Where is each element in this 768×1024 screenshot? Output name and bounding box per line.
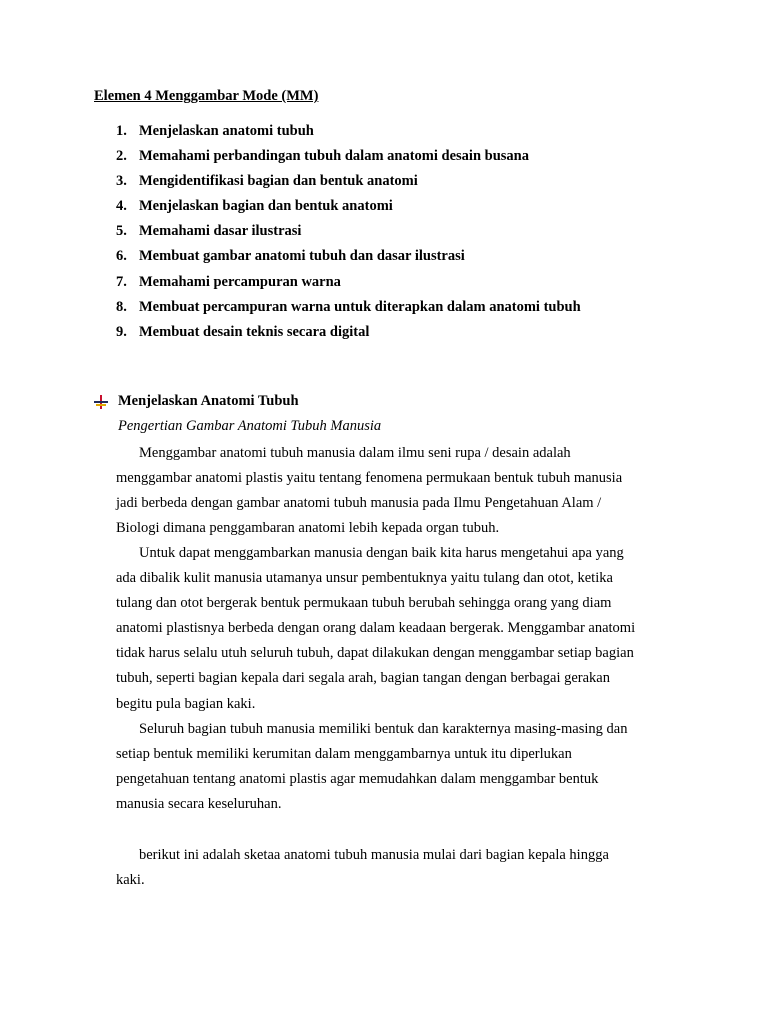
page-heading: Elemen 4 Menggambar Mode (MM) bbox=[94, 88, 319, 104]
paragraph-line: tidak harus selalu utuh seluruh tubuh, dapat dilakukan dengan menggambar setiap bagian bbox=[116, 645, 634, 662]
list-item-number: 8. bbox=[116, 298, 127, 315]
list-item-number: 7. bbox=[116, 273, 127, 290]
objectives-list bbox=[116, 121, 581, 347]
list-item-number: 6. bbox=[116, 248, 127, 265]
list-item bbox=[116, 221, 581, 246]
list-item-text: Memahami perbandingan tubuh dalam anatomi desain busana bbox=[139, 148, 529, 165]
list-item-text: Membuat desain teknis secara digital bbox=[139, 323, 370, 340]
paragraph-line: anatomi plastisnya berbeda dengan orang dalam keadaan bergerak. Menggambar anatomi bbox=[116, 620, 636, 637]
paragraph-line: manusia secara keseluruhan. bbox=[116, 796, 282, 813]
list-item bbox=[116, 272, 581, 297]
paragraph-line: ada dibalik kulit manusia utamanya unsur pembentuknya yaitu tulang dan otot, ketika bbox=[116, 570, 613, 587]
list-item-number: 1. bbox=[116, 123, 127, 139]
list-item-text: Menjelaskan bagian dan bentuk anatomi bbox=[139, 198, 393, 215]
list-item-number: 9. bbox=[116, 323, 127, 340]
paragraph-line: Seluruh bagian tubuh manusia memiliki bentuk dan karakternya masing-masing dan bbox=[139, 721, 628, 737]
section-title: Menjelaskan Anatomi Tubuh bbox=[118, 393, 299, 409]
paragraph-line: jadi berbeda dengan gambar anatomi tubuh manusia pada Ilmu Pengetahuan Alam / bbox=[116, 495, 602, 512]
list-item-text: Membuat gambar anatomi tubuh dan dasar ilustrasi bbox=[139, 248, 465, 265]
paragraph-line: Biologi dimana penggambaran anatomi lebih kepada organ tubuh. bbox=[116, 520, 500, 537]
list-item-number: 2. bbox=[116, 148, 127, 165]
paragraph bbox=[116, 845, 609, 895]
list-item-number: 5. bbox=[116, 223, 127, 240]
paragraph-line: tubuh, seperti bagian kepala dari segala arah, bagian tangan dengan berbagai gerakan bbox=[116, 670, 610, 687]
paragraph-line: Menggambar anatomi tubuh manusia dalam ilmu seni rupa / desain adalah bbox=[139, 445, 571, 461]
cross-bullet-icon bbox=[94, 395, 108, 409]
paragraph-line: begitu pula bagian kaki. bbox=[116, 695, 256, 712]
section-subtitle: Pengertian Gambar Anatomi Tubuh Manusia bbox=[118, 418, 382, 434]
paragraph bbox=[116, 443, 622, 543]
paragraph-line: setiap bentuk memiliki kerumitan dalam menggambarnya untuk itu diperlukan bbox=[116, 746, 572, 763]
paragraph bbox=[116, 719, 627, 819]
list-item-text: Menjelaskan anatomi tubuh bbox=[139, 123, 314, 139]
paragraph bbox=[116, 543, 635, 719]
paragraph-line: kaki. bbox=[116, 872, 145, 889]
list-item bbox=[116, 121, 581, 146]
list-item bbox=[116, 246, 581, 271]
list-item-text: Mengidentifikasi bagian dan bentuk anatomi bbox=[139, 173, 418, 190]
list-item-text: Memahami percampuran warna bbox=[139, 273, 341, 290]
list-item-text: Memahami dasar ilustrasi bbox=[139, 223, 302, 240]
list-item-number: 3. bbox=[116, 173, 127, 190]
paragraph-line: tulang dan otot bergerak bentuk permukaan tubuh berubah sehingga orang yang diam bbox=[116, 595, 612, 612]
paragraph-line: menggambar anatomi plastis yaitu tentang fenomena permukaan bentuk tubuh manusia bbox=[116, 470, 623, 487]
list-item bbox=[116, 171, 581, 196]
paragraph-line: berikut ini adalah sketaa anatomi tubuh manusia mulai dari bagian kepala hingga bbox=[139, 847, 609, 863]
paragraph-line: pengetahuan tentang anatomi plastis agar memudahkan dalam menggambar bentuk bbox=[116, 771, 599, 788]
paragraph-line: Untuk dapat menggambarkan manusia dengan baik kita harus mengetahui apa yang bbox=[139, 545, 624, 561]
list-item bbox=[116, 196, 581, 221]
list-item-text: Membuat percampuran warna untuk diterapkan dalam anatomi tubuh bbox=[139, 298, 581, 315]
list-item bbox=[116, 322, 581, 347]
list-item bbox=[116, 297, 581, 322]
list-item-number: 4. bbox=[116, 198, 127, 215]
list-item bbox=[116, 146, 581, 171]
